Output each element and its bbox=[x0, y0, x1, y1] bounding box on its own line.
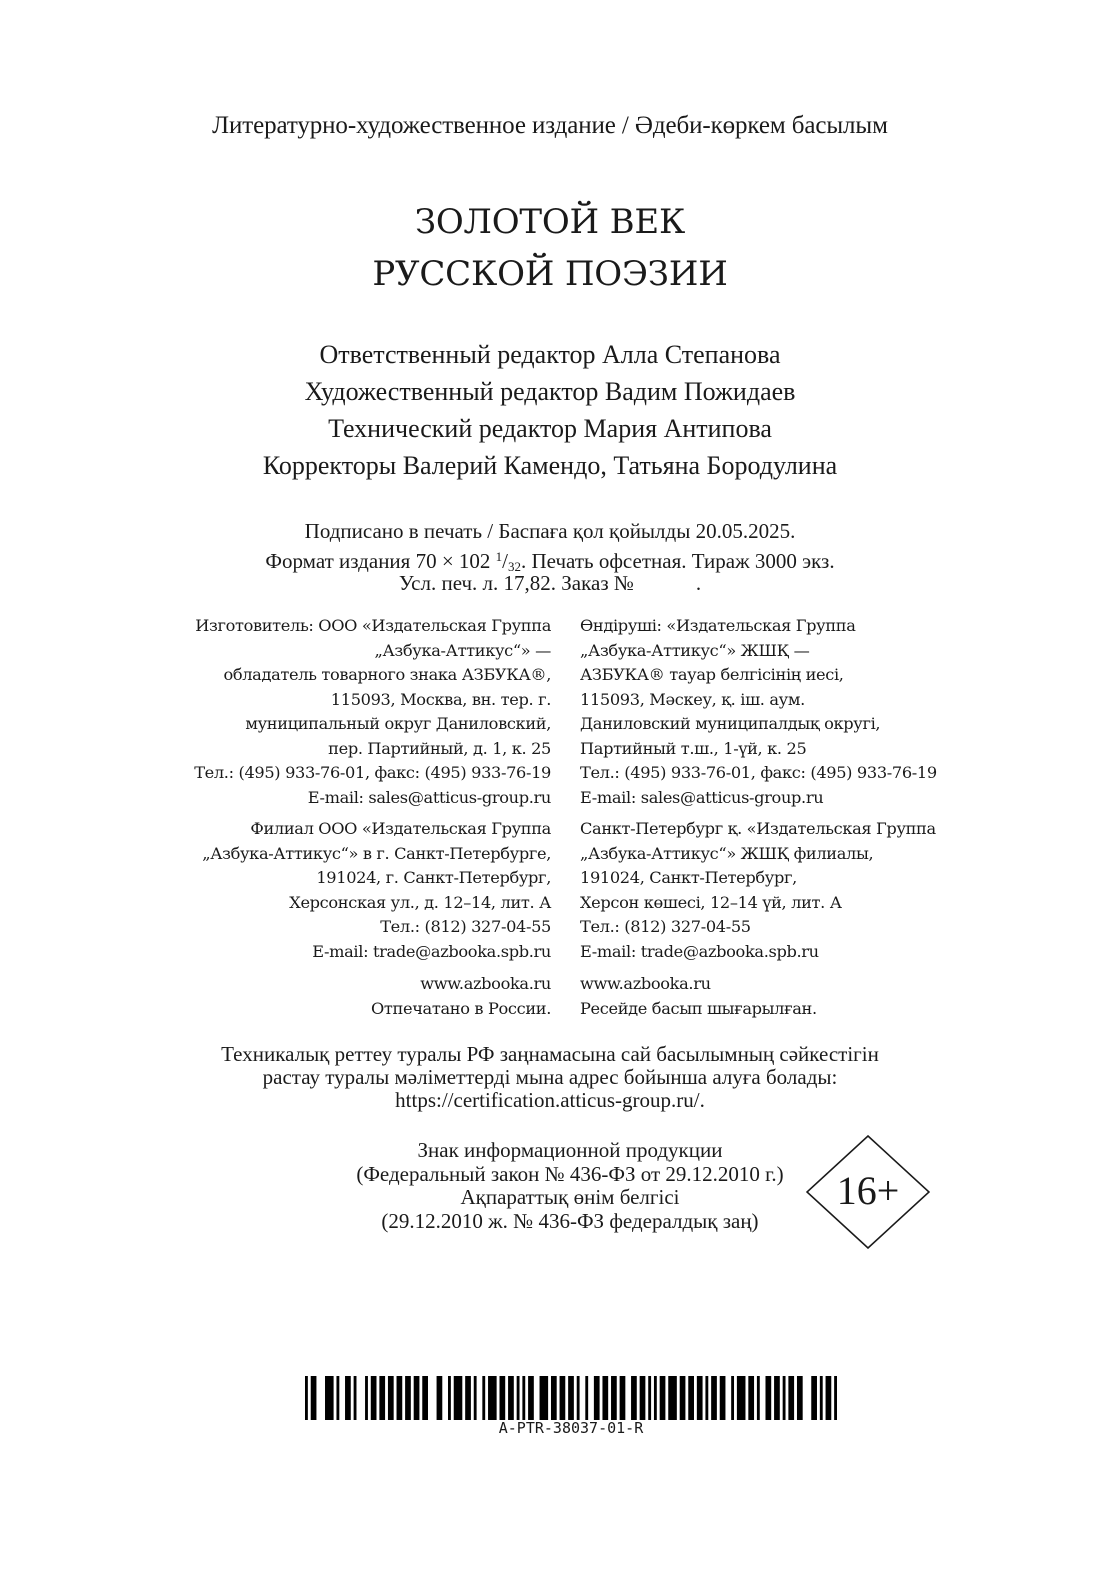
branch-ru-phone: Тел.: (812) 327-04-55 bbox=[380, 917, 551, 936]
barcode-bar bbox=[371, 1376, 377, 1420]
barcode-bar bbox=[826, 1376, 832, 1420]
footer-kz bbox=[580, 972, 817, 1021]
barcode-bar bbox=[594, 1376, 600, 1420]
certification-notice bbox=[0, 1043, 1100, 1112]
barcode-bar bbox=[602, 1376, 608, 1420]
barcode-bar bbox=[820, 1376, 823, 1420]
barcode-bar bbox=[454, 1376, 463, 1420]
barcode-bar bbox=[405, 1376, 411, 1420]
branch-ru-email: E-mail: trade@azbooka.spb.ru bbox=[312, 941, 551, 961]
branch-kz-line: 191024, Санкт-Петербург, bbox=[580, 868, 797, 887]
branch-ru-line: „Азбука-Аттикус“» в г. Санкт-Петербурге, bbox=[202, 843, 551, 863]
editor-responsible: Ответственный редактор Алла Степанова bbox=[319, 340, 781, 369]
editors-list bbox=[0, 336, 1100, 484]
imprint-signed: Подписано в печать / Баспаға қол қойылды 20.05.2025. bbox=[304, 519, 796, 543]
barcode-bar bbox=[774, 1376, 780, 1420]
barcode-bar bbox=[640, 1376, 646, 1420]
branch-ru-line: Херсонская ул., д. 12–14, лит. А bbox=[289, 892, 551, 912]
branch-kz-line: Херсон көшесі, 12–14 үй, лит. А bbox=[580, 892, 842, 912]
barcode-bar bbox=[311, 1376, 317, 1420]
barcode-bar bbox=[508, 1376, 514, 1420]
website-link-ru: www.azbooka.ru bbox=[420, 974, 551, 993]
branch-kz-line: Санкт-Петербург қ. «Издательская Группа bbox=[580, 819, 936, 838]
manufacturer-ru-phone: Тел.: (495) 933-76-01, факс: (495) 933-76-19 bbox=[194, 763, 551, 782]
fraction-slash: / bbox=[502, 549, 509, 573]
format-fraction-denominator: 32 bbox=[508, 559, 522, 574]
manufacturer-ru-line: обладатель товарного знака АЗБУКА®, bbox=[223, 665, 551, 684]
barcode-bar bbox=[568, 1376, 574, 1420]
imprint-format bbox=[0, 544, 1100, 574]
branch-ru-line: Филиал ООО «Издательская Группа bbox=[250, 819, 551, 838]
manufacturer-kz-line: „Азбука-Аттикус“» ЖШҚ — bbox=[580, 640, 810, 660]
info-sign-line: (Федеральный закон № 436-ФЗ от 29.12.2010 г.) bbox=[356, 1161, 784, 1186]
barcode-bar bbox=[697, 1376, 703, 1420]
printed-in-russia-kz: Ресейде басып шығарылған. bbox=[580, 998, 817, 1018]
manufacturer-kz-phone: Тел.: (495) 933-76-01, факс: (495) 933-76-19 bbox=[580, 763, 937, 782]
branch-kz-phone: Тел.: (812) 327-04-55 bbox=[580, 917, 751, 936]
format-fraction-numerator: 1 bbox=[495, 549, 503, 564]
barcode-bar bbox=[422, 1376, 428, 1420]
book-title bbox=[0, 196, 1100, 300]
sheets-order-end: . bbox=[695, 571, 702, 595]
format-suffix: . Печать офсетная. Тираж 3000 экз. bbox=[521, 549, 835, 573]
barcode-bar bbox=[560, 1376, 566, 1420]
barcode-bar bbox=[737, 1376, 746, 1420]
manufacturer-ru-line: муниципальный округ Даниловский, bbox=[245, 714, 551, 733]
imprint-block bbox=[0, 518, 1100, 596]
barcode-bar bbox=[648, 1376, 651, 1420]
barcode-bar bbox=[668, 1376, 677, 1420]
editor-art: Художественный редактор Вадим Пожидаев bbox=[304, 377, 796, 406]
age-rating-badge bbox=[806, 1135, 930, 1249]
barcode-bar bbox=[488, 1376, 497, 1420]
branch-ru-line: 191024, г. Санкт-Петербург, bbox=[316, 868, 551, 887]
manufacturer-kz-email: E-mail: sales@atticus-group.ru bbox=[580, 787, 824, 807]
website-link-kz: www.azbooka.ru bbox=[580, 974, 711, 993]
barcode-bar bbox=[680, 1376, 686, 1420]
barcode-bar bbox=[474, 1376, 477, 1420]
series-line: Литературно-художественное издание / Әдеби-көркем басылым bbox=[212, 112, 888, 139]
certification-line: Техникалық реттеу туралы РФ заңнамасына сай басылымның сәйкестігін bbox=[221, 1042, 879, 1066]
manufacturer-ru-email: E-mail: sales@atticus-group.ru bbox=[307, 787, 551, 807]
barcode-bar bbox=[379, 1376, 385, 1420]
barcode-bar bbox=[577, 1376, 580, 1420]
certification-url: https://certification.atticus-group.ru/. bbox=[395, 1088, 705, 1112]
barcode-bar bbox=[834, 1376, 837, 1420]
certification-line: растау туралы мәліметтерді мына адрес бойынша алуға болады: bbox=[262, 1065, 838, 1089]
barcode-bar bbox=[551, 1376, 557, 1420]
barcode-bar bbox=[305, 1376, 308, 1420]
barcode-bar bbox=[517, 1376, 520, 1420]
barcode-bar bbox=[711, 1376, 717, 1420]
branch-kz-email: E-mail: trade@azbooka.spb.ru bbox=[580, 941, 819, 961]
editor-proofreaders: Корректоры Валерий Камендо, Татьяна Бородулина bbox=[262, 451, 838, 480]
manufacturer-ru-line: пер. Партийный, д. 1, к. 25 bbox=[328, 738, 551, 758]
book-title-line-1: ЗОЛОТОЙ ВЕК bbox=[414, 202, 686, 242]
manufacturer-kz-line: 115093, Мәскеу, қ. іш. аум. bbox=[580, 689, 805, 709]
barcode-bar bbox=[783, 1376, 786, 1420]
branch-ru bbox=[202, 817, 551, 964]
barcode-bar bbox=[465, 1376, 471, 1420]
printed-in-russia: Отпечатано в России. bbox=[371, 998, 551, 1018]
barcode-bar bbox=[540, 1376, 549, 1420]
barcode-bar bbox=[688, 1376, 694, 1420]
barcode-bar bbox=[631, 1376, 637, 1420]
branch-kz bbox=[580, 817, 936, 964]
branch-kz-line: „Азбука-Аттикус“» ЖШҚ филиалы, bbox=[580, 843, 874, 863]
editor-technical: Технический редактор Мария Антипова bbox=[328, 414, 772, 443]
barcode bbox=[305, 1376, 837, 1420]
barcode-bar bbox=[522, 1376, 525, 1420]
info-sign-line: (29.12.2010 ж. № 436-ФЗ федералдық заң) bbox=[381, 1208, 759, 1233]
manufacturer-kz-line: Партийный т.ш., 1-үй, к. 25 bbox=[580, 738, 807, 758]
manufacturer-ru bbox=[194, 614, 551, 810]
info-product-sign bbox=[330, 1139, 810, 1233]
barcode-bar bbox=[585, 1376, 588, 1420]
barcode-bar bbox=[765, 1376, 771, 1420]
manufacturer-kz-line: Өндіруші: «Издательская Группа bbox=[580, 616, 856, 635]
barcode-bar bbox=[731, 1376, 734, 1420]
barcode-bar bbox=[811, 1376, 817, 1420]
barcode-bar bbox=[388, 1376, 394, 1420]
footer-ru bbox=[371, 972, 551, 1021]
info-sign-line: Знак информационной продукции bbox=[417, 1138, 723, 1162]
barcode-bar bbox=[788, 1376, 794, 1420]
manufacturer-kz bbox=[580, 614, 937, 810]
manufacturer-ru-line: Изготовитель: ООО «Издательская Группа bbox=[195, 616, 551, 635]
format-prefix: Формат издания 70 × 102 bbox=[265, 549, 496, 573]
barcode-bar bbox=[660, 1376, 666, 1420]
barcode-bar bbox=[345, 1376, 351, 1420]
age-rating-label: 16+ bbox=[836, 1168, 900, 1213]
barcode-bar bbox=[354, 1376, 357, 1420]
info-sign-line: Ақпараттық өнім белгісі bbox=[460, 1185, 680, 1209]
manufacturer-kz-line: АЗБУКА® тауар белгісінің иесі, bbox=[580, 665, 844, 684]
manufacturer-ru-line: „Азбука-Аттикус“» — bbox=[374, 640, 551, 660]
barcode-bar bbox=[448, 1376, 451, 1420]
barcode-bar bbox=[611, 1376, 617, 1420]
barcode-bar bbox=[705, 1376, 708, 1420]
barcode-bar bbox=[482, 1376, 485, 1420]
book-title-line-2: РУССКОЙ ПОЭЗИИ bbox=[372, 254, 728, 294]
manufacturer-kz-line: Даниловский муниципалдық округі, bbox=[580, 714, 881, 733]
barcode-bar bbox=[654, 1376, 657, 1420]
barcode-bar bbox=[499, 1376, 505, 1420]
barcode-bar bbox=[437, 1376, 443, 1420]
barcode-bar bbox=[720, 1376, 726, 1420]
barcode-bar bbox=[620, 1376, 626, 1420]
sheets-order-text: Усл. печ. л. 17,82. Заказ № bbox=[398, 571, 634, 595]
barcode-bar bbox=[748, 1376, 754, 1420]
barcode-bar bbox=[397, 1376, 403, 1420]
barcode-bar bbox=[414, 1376, 420, 1420]
barcode-bar bbox=[365, 1376, 368, 1420]
barcode-bar bbox=[325, 1376, 334, 1420]
barcode-bar bbox=[336, 1376, 339, 1420]
barcode-bar bbox=[757, 1376, 760, 1420]
barcode-code: A-PTR-38037-01-R bbox=[498, 1419, 644, 1437]
imprint-sheets-order bbox=[0, 570, 1100, 596]
barcode-bar bbox=[797, 1376, 803, 1420]
manufacturer-ru-line: 115093, Москва, вн. тер. г. bbox=[330, 689, 551, 709]
barcode-bar bbox=[528, 1376, 534, 1420]
